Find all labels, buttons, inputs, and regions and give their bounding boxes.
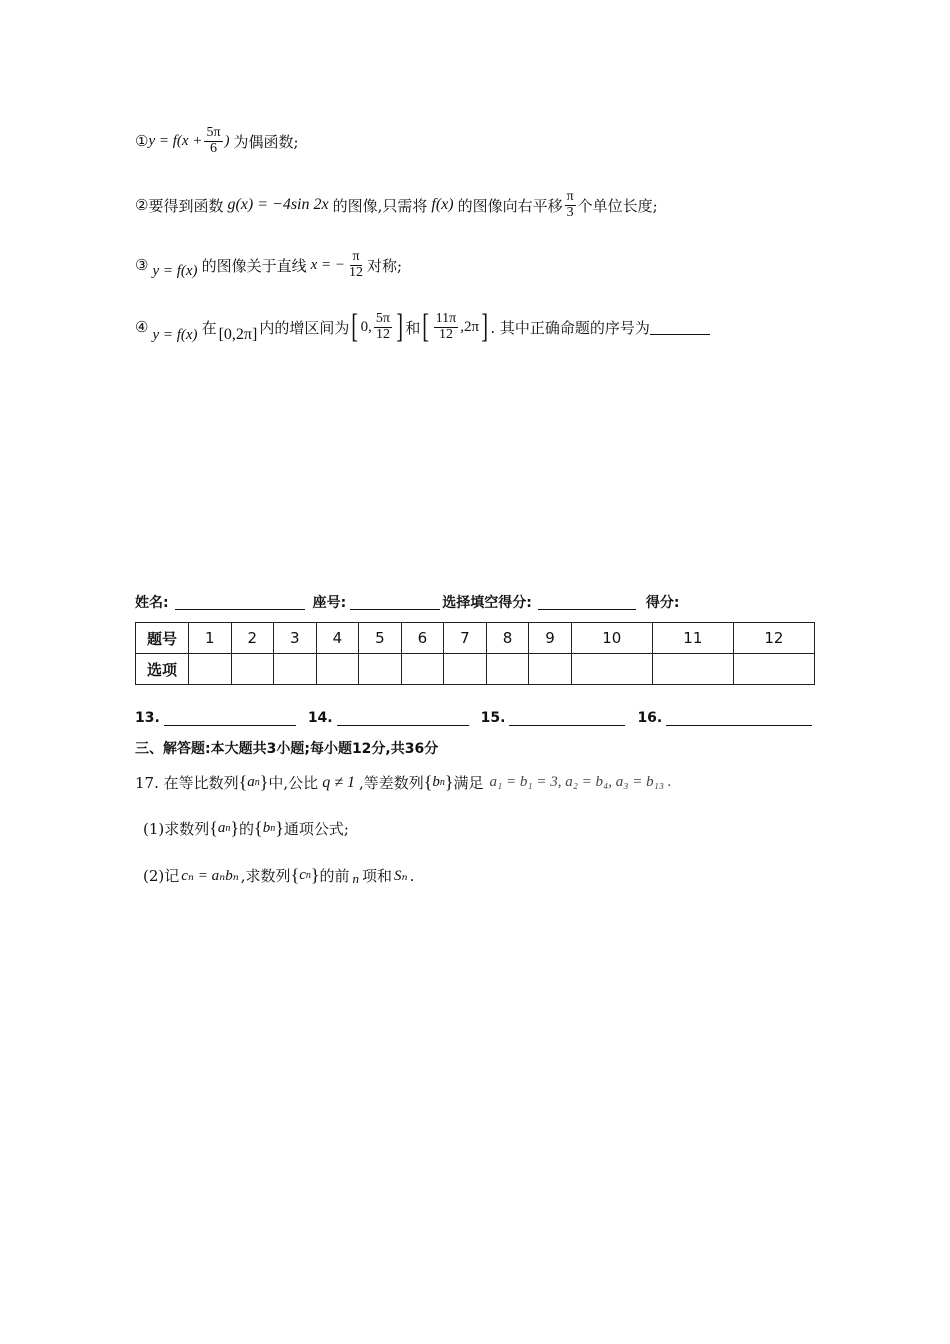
question-number: 2 bbox=[231, 623, 274, 654]
option-cell[interactable] bbox=[444, 654, 487, 685]
proposition-2: ② 要得到函数 g(x) = −4sin 2x 的图像,只需将 f(x) 的图像向右平移 $\frac{\pi}{3}$ 个单位长度; bbox=[135, 189, 658, 220]
seat-label: 座号: bbox=[312, 595, 347, 611]
blank-15-label: 15. bbox=[480, 710, 506, 726]
option-cell[interactable] bbox=[652, 654, 733, 685]
option-cell[interactable] bbox=[359, 654, 402, 685]
expr-q: q ≠ 1 bbox=[322, 773, 355, 791]
proposition-1: ① y = f(x + $\frac{5\pi}{6}$ ) 为偶函数; bbox=[135, 125, 299, 156]
question-number: 1 bbox=[189, 623, 232, 654]
condition-expr: a₁ = b₁ = 3, a₂ = b₄, a₃ = b₁₃ . bbox=[489, 774, 672, 790]
question-number: 11 bbox=[652, 623, 733, 654]
row-head-number: 题号 bbox=[136, 623, 189, 654]
option-cell[interactable] bbox=[231, 654, 274, 685]
question-number-row bbox=[136, 623, 815, 654]
question-number: 8 bbox=[486, 623, 529, 654]
marker-1: ① bbox=[135, 132, 149, 151]
question-number: 7 bbox=[444, 623, 487, 654]
interval-0-2pi: [0,2π] bbox=[218, 326, 258, 343]
fraction-pi-12: $\frac{\pi}{12}$ bbox=[348, 249, 363, 280]
section-3-title: 三、解答题:本大题共3小题;每小题12分,共36分 bbox=[135, 741, 439, 757]
answer-blank[interactable] bbox=[650, 320, 710, 335]
question-number: 12 bbox=[733, 623, 814, 654]
option-cell[interactable] bbox=[274, 654, 317, 685]
question-17: 17. 在等比数列 { a n } 中,公比 q ≠ 1 ,等差数列 { b n } 满足 a₁ = b₁ = 3, a₂ = b₄, a₃ = b₁₃ . bbox=[135, 772, 672, 792]
answer-grid bbox=[135, 622, 815, 685]
expr-1: y = f(x + bbox=[148, 132, 203, 149]
question-number: 3 bbox=[274, 623, 317, 654]
option-row bbox=[136, 654, 815, 685]
option-cell[interactable] bbox=[316, 654, 359, 685]
proposition-3: ③ y = f(x) 的图像关于直线 x = − $\frac{\pi}{12}$ 对称; bbox=[135, 249, 403, 280]
fill-blank-row bbox=[135, 710, 812, 726]
question-number: 10 bbox=[571, 623, 652, 654]
seat-field[interactable] bbox=[350, 595, 440, 610]
fraction-5pi-6: $\frac{5\pi}{6}$ bbox=[206, 125, 221, 156]
score-label: 得分: bbox=[645, 595, 680, 611]
question-number: 9 bbox=[529, 623, 572, 654]
fraction-pi-3: $\frac{\pi}{3}$ bbox=[566, 189, 574, 220]
row-head-option: 选项 bbox=[136, 654, 189, 685]
blank-13-label: 13. bbox=[135, 710, 160, 726]
choice-score-label: 选择填空得分: bbox=[442, 595, 532, 611]
option-cell[interactable] bbox=[571, 654, 652, 685]
blank-14-label: 14. bbox=[307, 710, 333, 726]
expr-g: g(x) = −4sin 2x bbox=[227, 196, 329, 214]
option-cell[interactable] bbox=[733, 654, 814, 685]
question-number: 6 bbox=[401, 623, 444, 654]
blank-15-field[interactable] bbox=[509, 711, 625, 726]
student-info-row bbox=[135, 592, 679, 612]
blank-16-field[interactable] bbox=[666, 711, 812, 726]
option-cell[interactable] bbox=[401, 654, 444, 685]
name-field[interactable] bbox=[175, 595, 305, 610]
blank-14-field[interactable] bbox=[337, 711, 469, 726]
question-17-part-1: (1)求数列 { a n } 的 { b n } 通项公式; bbox=[143, 818, 349, 838]
question-17-part-2: (2)记 cₙ = aₙbₙ ,求数列 { c n } 的前 n 项和 Sₙ . bbox=[143, 865, 415, 886]
expr-c: cₙ = aₙbₙ bbox=[181, 868, 239, 884]
name-label: 姓名: bbox=[135, 595, 169, 611]
blank-13-field[interactable] bbox=[164, 711, 296, 726]
fraction-5pi-12: $\frac{5\pi}{12}$ bbox=[375, 310, 390, 342]
option-cell[interactable] bbox=[529, 654, 572, 685]
fraction-11pi-12: $\frac{11\pi}{12}$ bbox=[435, 310, 457, 342]
choice-score-field[interactable] bbox=[538, 595, 636, 610]
question-number: 4 bbox=[316, 623, 359, 654]
blank-16-label: 16. bbox=[637, 710, 663, 726]
proposition-4: ④ y = f(x) 在 [0,2π] 内的增区间为 [ 0, $\frac{5\pi}{12}$ ] 和 [ $\frac{11\pi}{12}$ ,2π ] . 其中正确命题的序号为 bbox=[135, 310, 710, 344]
option-cell[interactable] bbox=[189, 654, 232, 685]
question-number: 5 bbox=[359, 623, 402, 654]
option-cell[interactable] bbox=[486, 654, 529, 685]
